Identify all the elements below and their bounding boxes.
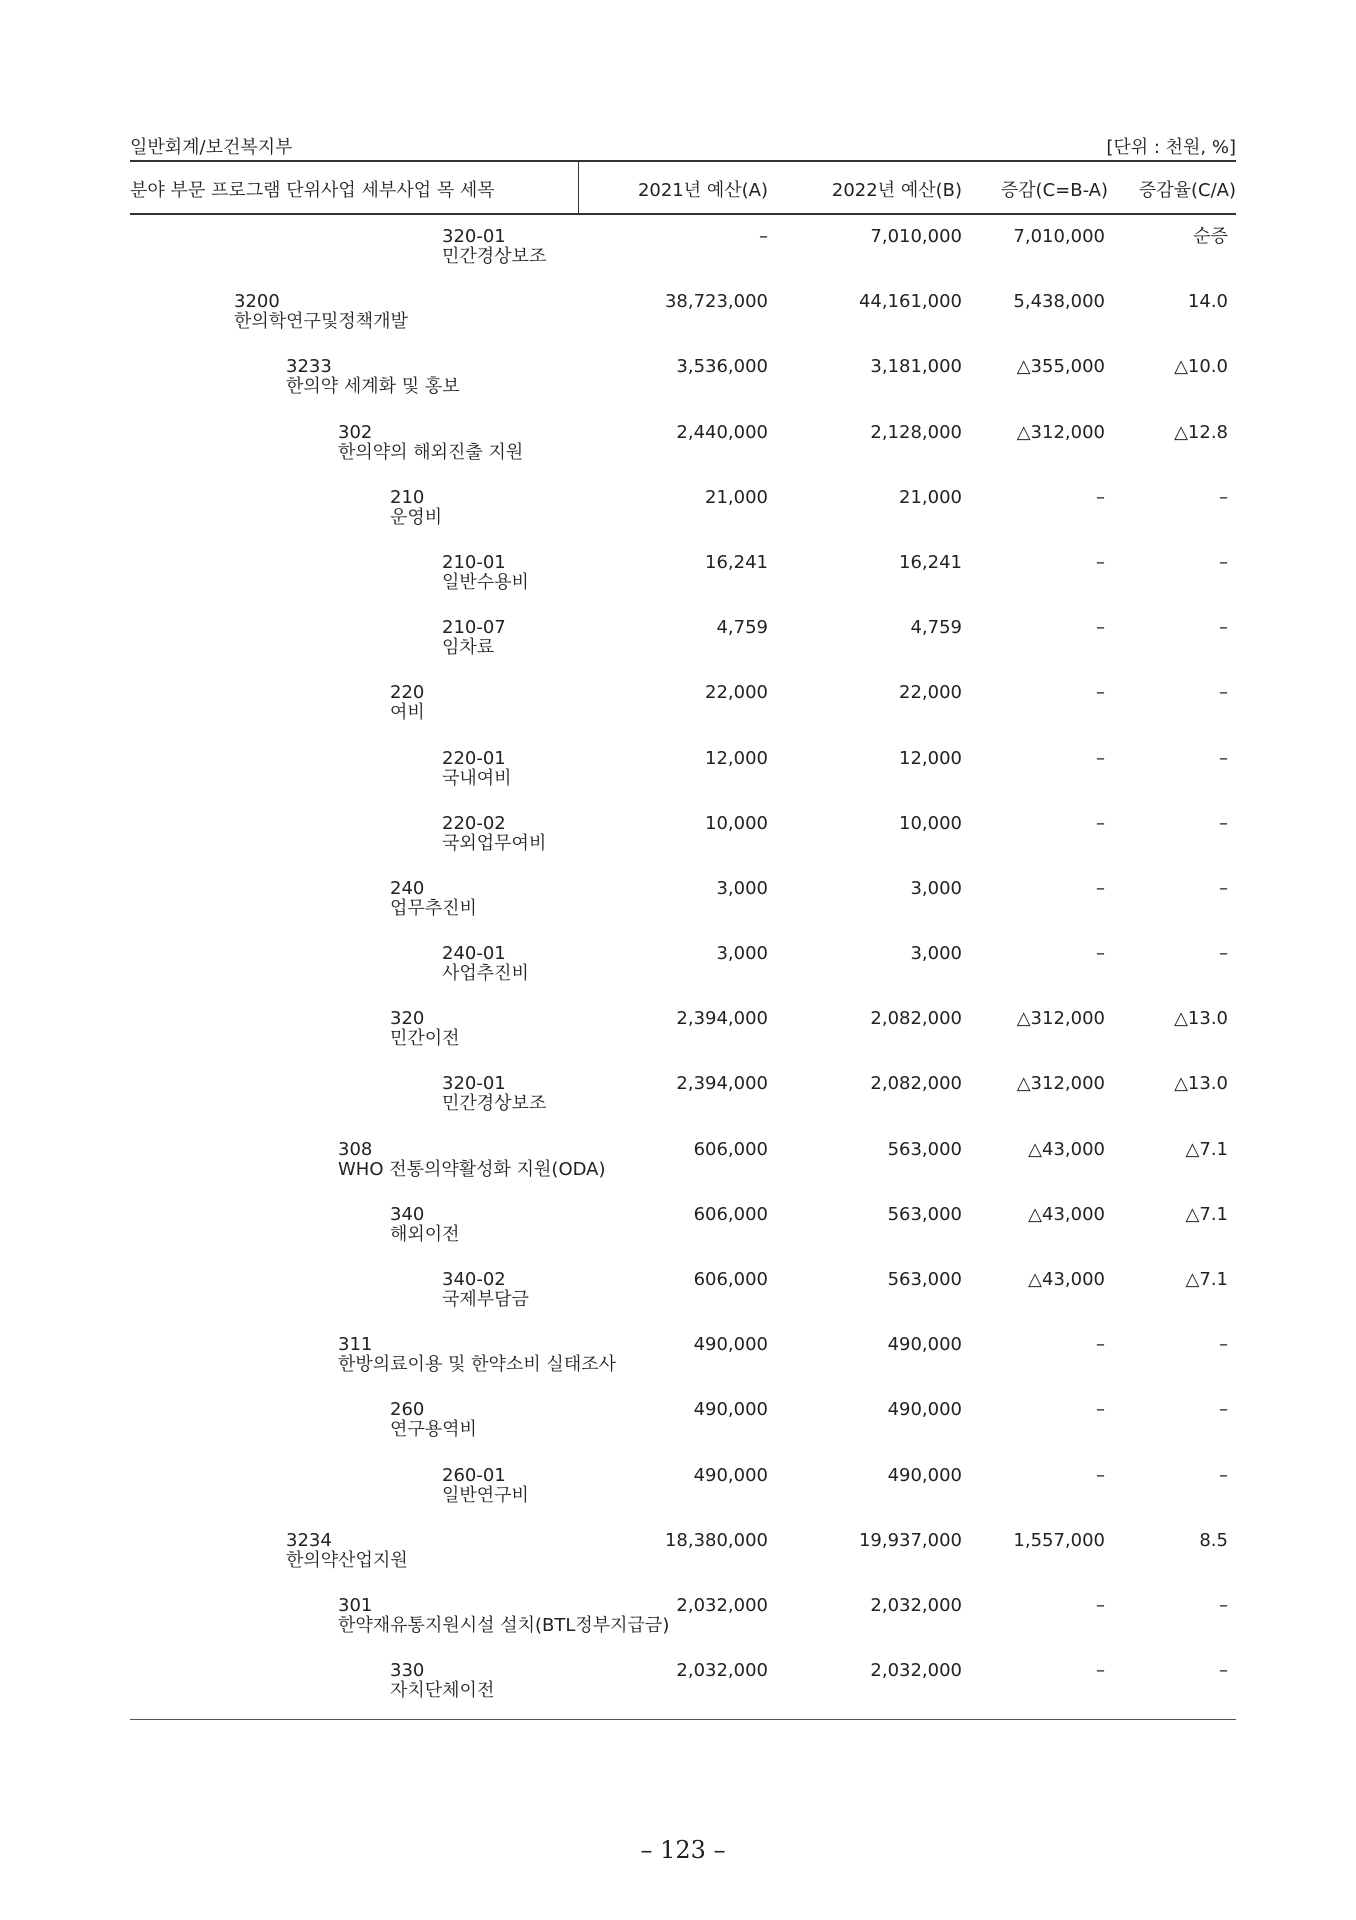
item-code: 210	[390, 486, 425, 508]
table-row	[130, 1139, 1236, 1204]
header-budget-2022: 2022년 예산(B)	[831, 180, 962, 201]
item-code: 320-01	[442, 226, 506, 247]
change-cell: –	[1096, 1660, 1105, 1682]
item-name: 여비	[390, 702, 425, 724]
header-classification: 분야 부문 프로그램 단위사업 세부사업 목 세목	[130, 180, 495, 201]
table-row	[130, 1334, 1236, 1399]
budget-2021-cell: 490,000	[693, 1464, 768, 1486]
item-code: 340	[390, 1203, 425, 1225]
budget-2021-cell: 12,000	[705, 747, 768, 769]
change-rate-cell: –	[1219, 1334, 1228, 1356]
item-name: 업무추진비	[390, 897, 477, 919]
change-rate-cell: –	[1219, 551, 1228, 573]
item-name: 민간경상보조	[442, 246, 547, 267]
budget-2021-cell: 21,000	[705, 486, 768, 508]
item-name: 한의학연구및정책개발	[234, 311, 408, 333]
budget-2022-cell: 2,082,000	[870, 1008, 962, 1030]
item-name: 한방의료이용 및 한약소비 실태조사	[338, 1354, 616, 1376]
budget-2021-cell: 2,032,000	[676, 1660, 768, 1682]
change-rate-cell: –	[1219, 1464, 1228, 1486]
budget-2022-cell: 563,000	[887, 1203, 962, 1225]
change-cell: –	[1096, 1399, 1105, 1421]
change-cell: △43,000	[1028, 1138, 1105, 1160]
table-row	[130, 422, 1236, 487]
change-rate-cell: –	[1219, 1399, 1228, 1421]
item-name: 국내여비	[442, 767, 512, 789]
page-number: – 123 –	[640, 1836, 726, 1864]
item-name: 운영비	[390, 506, 443, 528]
table-row	[130, 943, 1236, 1008]
item-name: 민간경상보조	[442, 1093, 547, 1115]
change-rate-cell: –	[1219, 1594, 1228, 1616]
change-cell: –	[1096, 747, 1105, 769]
table-row	[130, 1269, 1236, 1334]
unit-label: [단위 : 천원, %]	[1106, 137, 1236, 158]
budget-2021-cell: 2,394,000	[676, 1073, 768, 1095]
table-header	[130, 162, 1236, 213]
change-cell: △312,000	[1016, 421, 1105, 443]
item-code: 220-01	[442, 747, 506, 769]
table-row	[130, 813, 1236, 878]
budget-2022-cell: 3,000	[910, 877, 962, 899]
budget-2021-cell: 4,759	[716, 617, 768, 639]
change-cell: –	[1096, 617, 1105, 639]
change-cell: –	[1096, 877, 1105, 899]
item-code: 308	[338, 1138, 373, 1160]
change-rate-cell: –	[1219, 617, 1228, 639]
budget-2022-cell: 22,000	[899, 682, 962, 704]
item-name: 한의약의 해외진출 지원	[338, 441, 524, 463]
budget-2021-cell: –	[759, 226, 768, 247]
header-divider	[578, 162, 579, 213]
item-code: 220-02	[442, 812, 506, 834]
table-row	[130, 617, 1236, 682]
item-name: 임차료	[442, 637, 495, 659]
table-row	[130, 226, 1236, 291]
item-code: 311	[338, 1334, 373, 1356]
change-cell: –	[1096, 812, 1105, 834]
budget-2022-cell: 44,161,000	[858, 291, 962, 313]
table-row	[130, 748, 1236, 813]
budget-2021-cell: 22,000	[705, 682, 768, 704]
budget-2021-cell: 606,000	[693, 1269, 768, 1290]
change-cell: –	[1096, 1464, 1105, 1486]
budget-2022-cell: 12,000	[899, 747, 962, 769]
budget-2022-cell: 19,937,000	[858, 1529, 962, 1551]
budget-2022-cell: 2,032,000	[870, 1660, 962, 1682]
budget-2021-cell: 606,000	[693, 1203, 768, 1225]
change-rate-cell: –	[1219, 1660, 1228, 1682]
item-code: 3234	[286, 1529, 332, 1551]
change-cell: 1,557,000	[1013, 1529, 1105, 1551]
change-cell: △43,000	[1028, 1203, 1105, 1225]
item-name: 한약재유통지원시설 설치(BTL정부지급금)	[338, 1614, 670, 1636]
change-cell: –	[1096, 682, 1105, 704]
budget-2022-cell: 563,000	[887, 1269, 962, 1290]
item-code: 301	[338, 1594, 373, 1616]
budget-2021-cell: 3,000	[716, 877, 768, 899]
item-name: 한의약산업지원	[286, 1549, 408, 1571]
change-rate-cell: –	[1219, 747, 1228, 769]
change-cell: –	[1096, 1594, 1105, 1616]
change-cell: △312,000	[1016, 1073, 1105, 1095]
table-caption	[130, 133, 1236, 159]
item-code: 330	[390, 1660, 425, 1682]
change-rate-cell: △7.1	[1185, 1203, 1228, 1225]
table-row	[130, 552, 1236, 617]
budget-2021-cell: 3,536,000	[676, 356, 768, 378]
table-row	[130, 487, 1236, 552]
item-name: 해외이전	[390, 1223, 460, 1245]
item-code: 320	[390, 1008, 425, 1030]
budget-2021-cell: 16,241	[705, 551, 768, 573]
budget-2021-cell: 38,723,000	[664, 291, 768, 313]
change-rate-cell: 순증	[1193, 226, 1228, 247]
item-name: 국외업무여비	[442, 832, 547, 854]
item-code: 210-01	[442, 551, 506, 573]
table-row	[130, 1595, 1236, 1660]
change-rate-cell: 8.5	[1199, 1529, 1228, 1551]
budget-2022-cell: 16,241	[899, 551, 962, 573]
budget-2022-cell: 490,000	[887, 1334, 962, 1356]
budget-2021-cell: 18,380,000	[664, 1529, 768, 1551]
change-rate-cell: △13.0	[1174, 1073, 1228, 1095]
item-code: 220	[390, 682, 425, 704]
item-name: 일반수용비	[442, 571, 529, 593]
change-rate-cell: △10.0	[1174, 356, 1228, 378]
budget-2021-cell: 606,000	[693, 1138, 768, 1160]
budget-2022-cell: 3,181,000	[870, 356, 962, 378]
table-body	[130, 226, 1236, 1725]
change-cell: △43,000	[1028, 1269, 1105, 1290]
header-budget-2021: 2021년 예산(A)	[637, 180, 768, 201]
budget-2022-cell: 10,000	[899, 812, 962, 834]
header-rule	[130, 213, 1236, 215]
change-rate-cell: –	[1219, 943, 1228, 965]
change-rate-cell: –	[1219, 812, 1228, 834]
table-row	[130, 1073, 1236, 1138]
table-row	[130, 356, 1236, 421]
change-cell: –	[1096, 551, 1105, 573]
change-cell: △355,000	[1016, 356, 1105, 378]
header-change-rate: 증감율(C/A)	[1138, 180, 1236, 201]
change-rate-cell: 14.0	[1187, 291, 1228, 313]
change-cell: –	[1096, 486, 1105, 508]
budget-2021-cell: 2,032,000	[676, 1594, 768, 1616]
budget-2021-cell: 490,000	[693, 1399, 768, 1421]
change-cell: 7,010,000	[1013, 226, 1105, 247]
item-code: 260	[390, 1399, 425, 1421]
change-rate-cell: △7.1	[1185, 1269, 1228, 1290]
item-code: 240	[390, 877, 425, 899]
budget-2022-cell: 563,000	[887, 1138, 962, 1160]
budget-2022-cell: 2,082,000	[870, 1073, 962, 1095]
item-name: WHO 전통의약활성화 지원(ODA)	[338, 1158, 606, 1180]
budget-2022-cell: 4,759	[910, 617, 962, 639]
header-change: 증감(C=B-A)	[1000, 180, 1108, 201]
item-name: 한의약 세계화 및 홍보	[286, 376, 460, 398]
budget-2022-cell: 2,128,000	[870, 421, 962, 443]
budget-2022-cell: 2,032,000	[870, 1594, 962, 1616]
item-code: 340-02	[442, 1269, 506, 1290]
table-row	[130, 1008, 1236, 1073]
budget-2021-cell: 2,394,000	[676, 1008, 768, 1030]
item-code: 3233	[286, 356, 332, 378]
table-row	[130, 1530, 1236, 1595]
item-code: 240-01	[442, 943, 506, 965]
table-row	[130, 1399, 1236, 1464]
item-code: 3200	[234, 291, 280, 313]
change-rate-cell: –	[1219, 682, 1228, 704]
change-rate-cell: –	[1219, 486, 1228, 508]
item-name: 민간이전	[390, 1028, 460, 1050]
budget-2022-cell: 490,000	[887, 1464, 962, 1486]
budget-2022-cell: 3,000	[910, 943, 962, 965]
item-code: 320-01	[442, 1073, 506, 1095]
item-name: 국제부담금	[442, 1289, 529, 1310]
item-name: 자치단체이전	[390, 1680, 495, 1702]
budget-2021-cell: 10,000	[705, 812, 768, 834]
item-name: 일반연구비	[442, 1484, 529, 1506]
budget-2022-cell: 490,000	[887, 1399, 962, 1421]
change-cell: –	[1096, 1334, 1105, 1356]
item-code: 260-01	[442, 1464, 506, 1486]
budget-2021-cell: 2,440,000	[676, 421, 768, 443]
item-code: 210-07	[442, 617, 506, 639]
change-cell: –	[1096, 943, 1105, 965]
item-code: 302	[338, 421, 373, 443]
table-row	[130, 291, 1236, 356]
change-rate-cell: △13.0	[1174, 1008, 1228, 1030]
item-name: 사업추진비	[442, 963, 529, 985]
change-rate-cell: △7.1	[1185, 1138, 1228, 1160]
bottom-rule	[130, 1719, 1236, 1720]
budget-2022-cell: 21,000	[899, 486, 962, 508]
budget-2022-cell: 7,010,000	[870, 226, 962, 247]
account-title: 일반회계/보건복지부	[130, 137, 293, 158]
budget-2021-cell: 490,000	[693, 1334, 768, 1356]
budget-2021-cell: 3,000	[716, 943, 768, 965]
item-name: 연구용역비	[390, 1419, 477, 1441]
table-row	[130, 1465, 1236, 1530]
table-row	[130, 682, 1236, 747]
table-row	[130, 1660, 1236, 1725]
change-cell: 5,438,000	[1013, 291, 1105, 313]
change-rate-cell: –	[1219, 877, 1228, 899]
change-rate-cell: △12.8	[1174, 421, 1228, 443]
change-cell: △312,000	[1016, 1008, 1105, 1030]
table-row	[130, 878, 1236, 943]
table-row	[130, 1204, 1236, 1269]
